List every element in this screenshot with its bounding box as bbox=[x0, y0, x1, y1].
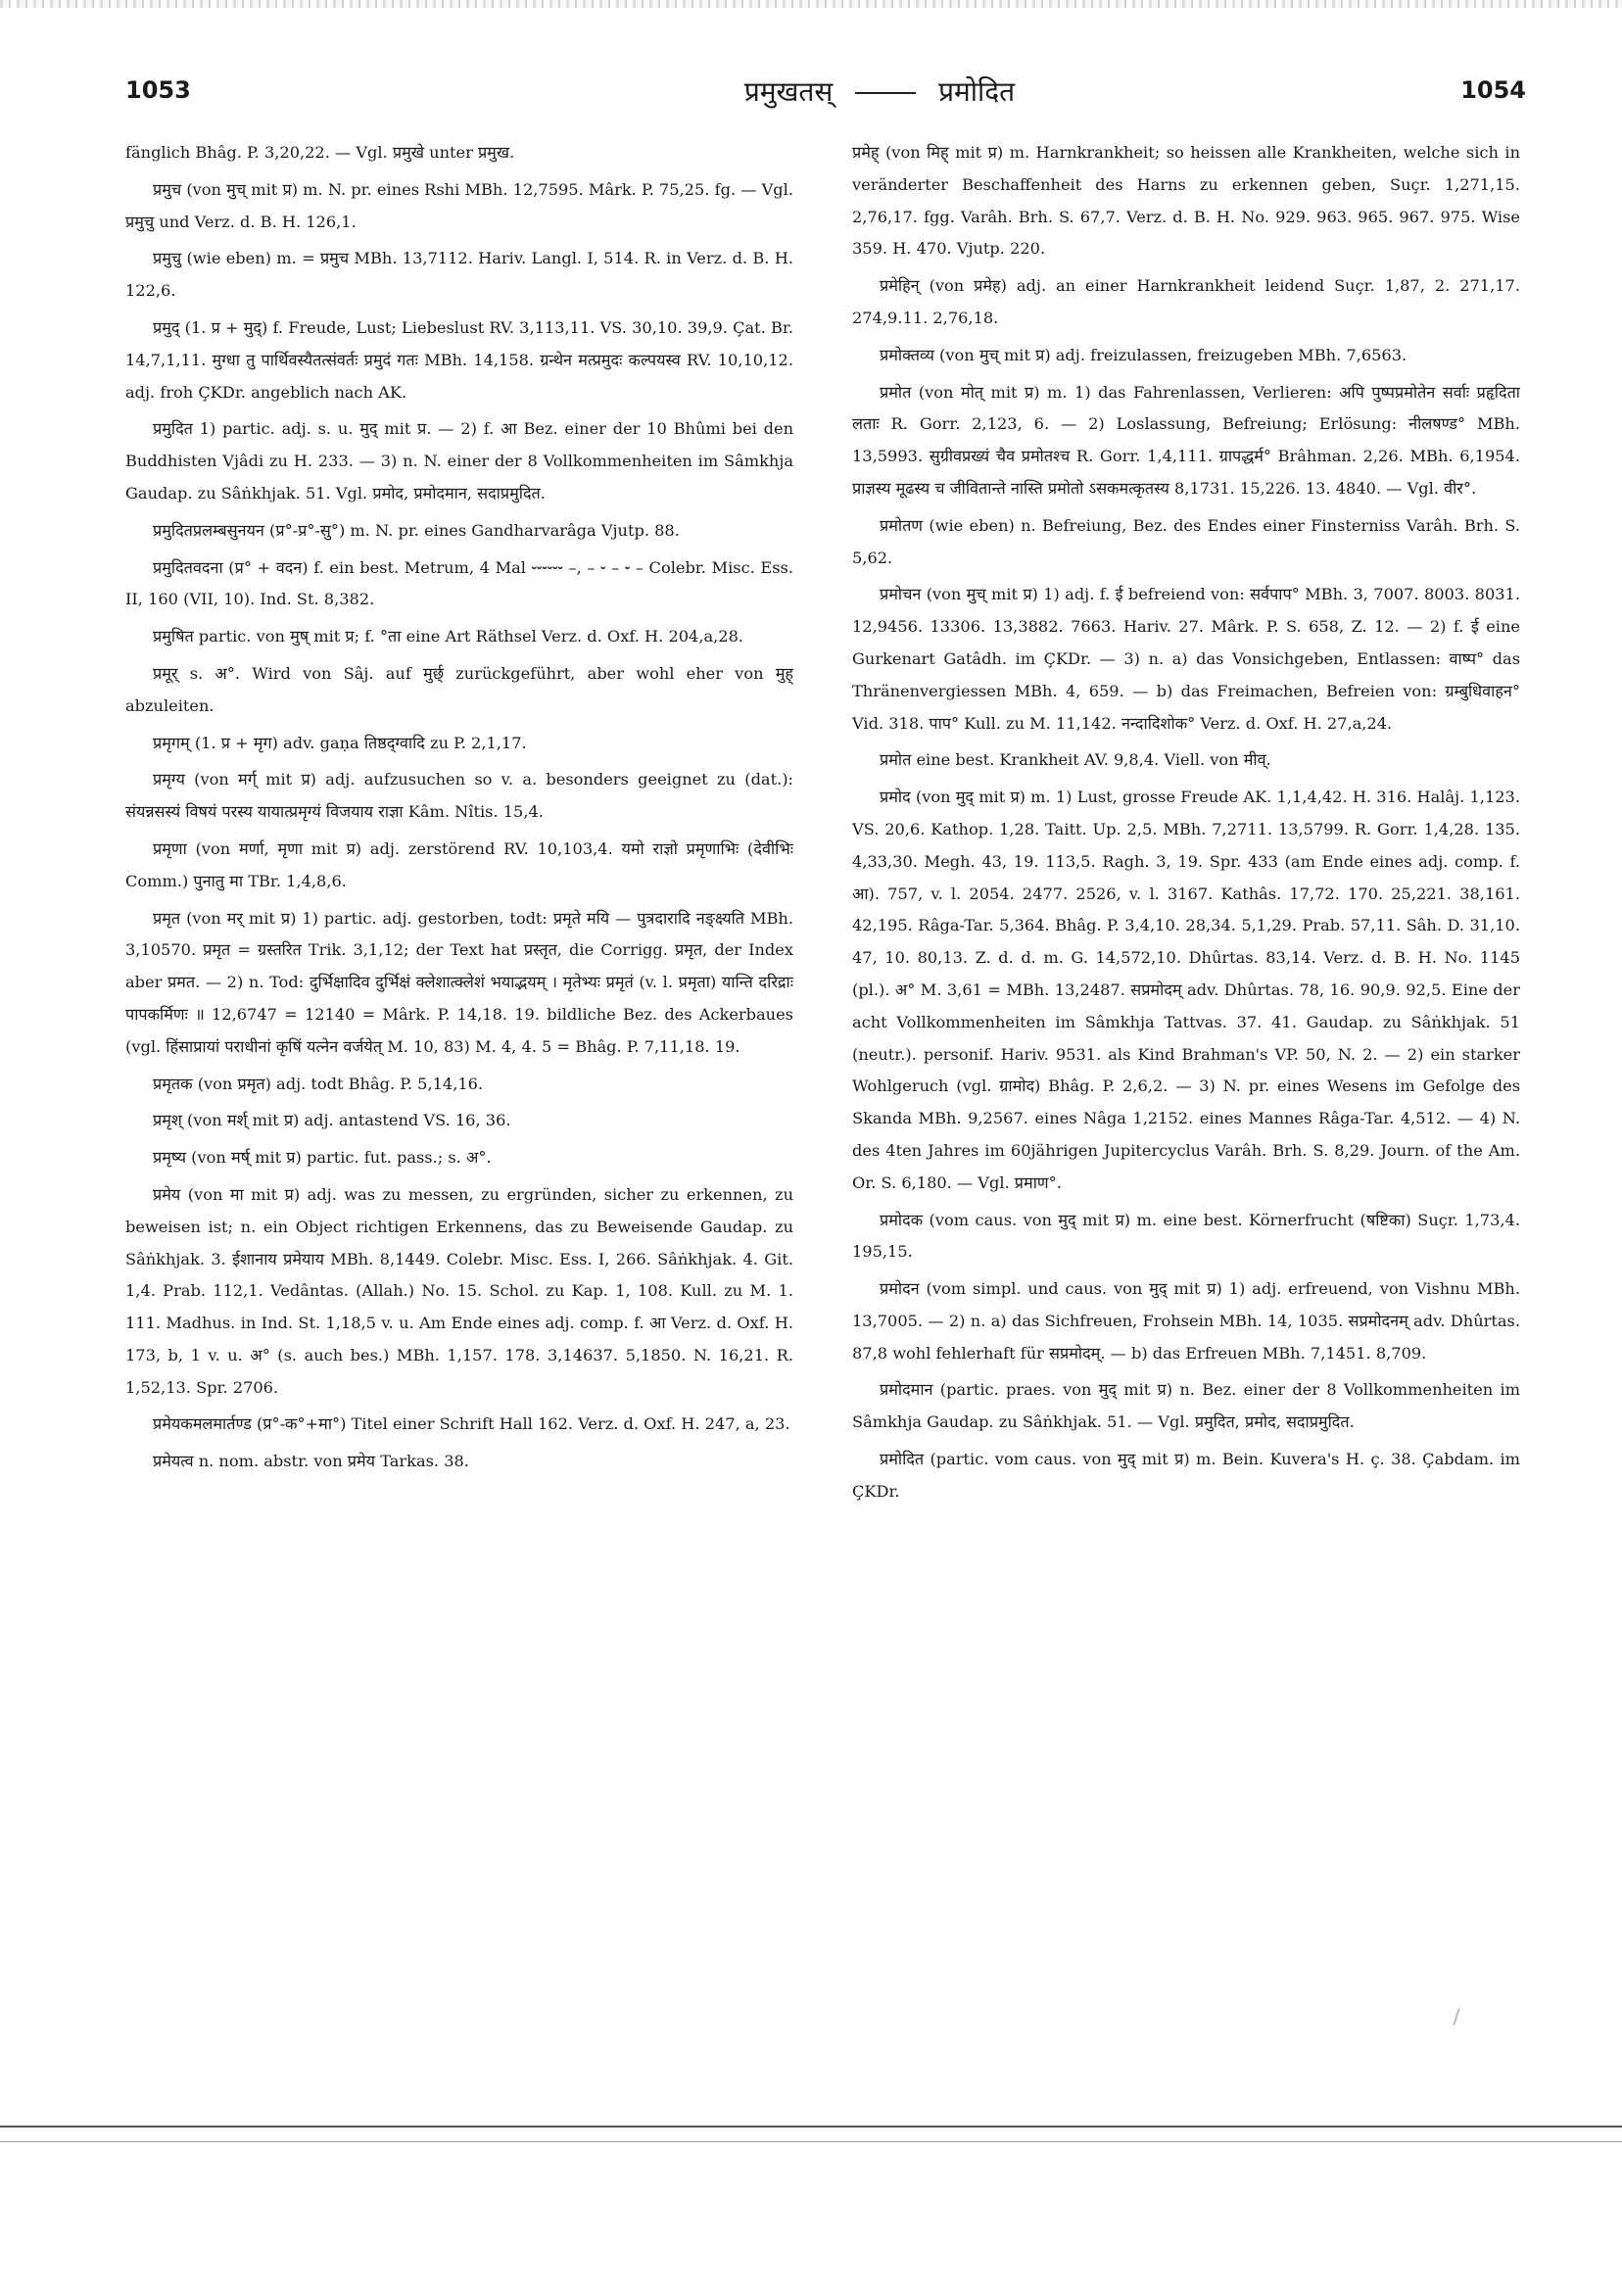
page-header bbox=[125, 76, 1526, 116]
entry: प्रमुदितप्रलम्बसुनयन (प्र°-प्र°-सु°) m. N. pr. eines Gandharvarâga Vjutp. 88. bbox=[153, 520, 680, 540]
entry: प्रमेय (von मा mit प्र) adj. was zu messen, zu ergründen, sicher zu erkennen, zu beweisen ist; n. ein Object richtigen Erkennens, das zu Beweisende Gaudap. zu Sâṅkhjak. 3. ईशानाय प्रमेयाय MBh. 8,1449. Colebr. Misc. Ess. I, 266. Sâṅkhjak. 4. Git. 1,4. Prab. 112,1. Vedântas. (Allah.) No. 15. Schol. zu Kap. 1, 108. Kull. zu M. 1. 111. Madhus. in Ind. St. 1,18,5 v. u. Am Ende eines adj. comp. f. आ Verz. d. Oxf. H. 173, b, 1 v. u. अ° (s. auch bes.) MBh. 1,157. 178. 3,14637. 5,1850. N. 16,21. R. 1,52,13. Spr. 2706. bbox=[125, 1184, 793, 1397]
entry: प्रमुच (von मुच् mit प्र) m. N. pr. eines Rshi MBh. 12,7595. Mârk. P. 75,25. fg. — Vgl. प्रमुचु und Verz. d. B. H. 126,1. bbox=[125, 179, 793, 231]
entry: प्रमृत (von मर् mit प्र) 1) partic. adj. gestorben, todt: प्रमृते मयि — पुत्रदारादि नङ्क्ष्यति MBh. 3,10570. प्रमृत = ग्रस्तरित Trik. 3,1,12; der Text hat प्रस्तृत, die Corrigg. प्रमृत, der Index aber प्रमत. — 2) n. Tod: दुर्भिक्षादिव दुर्भिक्षं क्लेशात्क्लेशं भयाद्भयम् । मृतेभ्यः प्रमृतं (v. l. प्रमृता) यान्ति दरिद्राः पापकर्मिणः ॥ 12,6747 = 12140 = Mârk. P. 14,18. 19. bildliche Bez. des Ackerbaues (vgl. हिंसाप्रायां पराधीनां कृषिं यत्नेन वर्जयेत् M. 10, 83) M. 4, 4. 5 = Bhâg. P. 7,11,18. 19. bbox=[125, 908, 793, 1056]
entry: प्रमोदित (partic. vom caus. von मुद् mit प्र) m. Bein. Kuvera's H. ç. 38. Çabdam. im ÇKDr. bbox=[852, 1450, 1520, 1501]
running-head bbox=[674, 72, 1085, 110]
entry: fänglich Bhâg. P. 3,20,22. — Vgl. प्रमुखे unter प्रमुख. bbox=[125, 143, 515, 162]
entry: प्रमोत eine best. Krankheit AV. 9,8,4. Viell. von मीव्. bbox=[880, 750, 1271, 770]
entry: प्रमुदितवदना (प्र° + वदन) f. ein best. Metrum, 4 Mal ⏑⏑⏑⏑⏑⏑ –, – ⏑ – ⏑ – Colebr. Misc. Ess. II, 160 (VII, 10). Ind. St. 8,382. bbox=[125, 557, 793, 609]
running-head-dash bbox=[855, 92, 916, 94]
bottom-rule bbox=[0, 2126, 1622, 2128]
entry: प्रमुदित 1) partic. adj. s. u. मुद् mit प्र. — 2) f. आ Bez. einer der 10 Bhûmi bei den Buddhisten Vjâdi zu H. 233. — 3) n. N. einer der 8 Vollkommenheiten im Sâmkhja Gaudap. zu Sâṅkhjak. 51. Vgl. प्रमोद, प्रमोदमान, सदाप्रमुदित. bbox=[125, 419, 793, 502]
entry: प्रमृतक (von प्रमृत) adj. todt Bhâg. P. 5,14,16. bbox=[153, 1074, 484, 1093]
bottom-rule-secondary bbox=[0, 2141, 1622, 2142]
scan-edge-noise bbox=[0, 0, 1622, 8]
entry: प्रमेह् (von मिह् mit प्र) m. Harnkrankheit; so heissen alle Krankheiten, welche sich in veränderter Beschaffenheit des Harns zu erkennen geben, Suçr. 1,271,15. 2,76,17. fgg. Varâh. Brh. S. 67,7. Verz. d. B. H. No. 929. 963. 965. 967. 975. Wise 359. H. 470. Vjutp. 220. bbox=[852, 143, 1520, 259]
entry: प्रमृगम् (1. प्र + मृग) adv. gaṇa तिष्ठद्ग्वादि zu P. 2,1,17. bbox=[153, 733, 527, 752]
entry: प्रमृष्य (von मर्ष् mit प्र) partic. fut. pass.; s. अ°. bbox=[153, 1148, 492, 1168]
entry: प्रमेहिन् (von प्रमेह) adj. an einer Harnkrankheit leidend Suçr. 1,87, 2. 271,17. 274,9.11. 2,76,18. bbox=[852, 276, 1520, 327]
entry: प्रमोदमान (partic. praes. von मुद् mit प्र) n. Bez. einer der 8 Vollkommenheiten im Sâmkhja Gaudap. zu Sâṅkhjak. 51. — Vgl. प्रमुदित, प्रमोद, सदाप्रमुदित. bbox=[852, 1380, 1520, 1432]
entry: प्रमुचु (wie eben) m. = प्रमुच MBh. 13,7112. Hariv. Langl. I, 514. R. in Verz. d. B. H. 122,6. bbox=[125, 249, 793, 301]
right-column bbox=[852, 137, 1520, 2057]
entry: प्रमोद (von मुद् mit प्र) m. 1) Lust, grosse Freude AK. 1,1,4,42. H. 316. Halâj. 1,123. VS. 20,6. Kathop. 1,28. Taitt. Up. 2,5. MBh. 7,2711. 13,5799. R. Gorr. 1,4,28. 135. 4,33,30. Megh. 43, 19. 113,5. Ragh. 3, 19. Spr. 433 (am Ende eines adj. comp. f. आ). 757, v. l. 2054. 2477. 2526, v. l. 3167. Kathâs. 17,72. 170. 25,221. 38,161. 42,195. Râga-Tar. 5,364. Bhâg. P. 3,4,10. 28,34. 5,1,29. Prab. 57,11. Sâh. D. 31,10. 47, 10. 80,13. Z. d. d. m. G. 14,572,10. Dhûrtas. 83,14. Verz. d. B. H. No. 1145 (pl.). अ° M. 3,61 = MBh. 13,2487. सप्रमोदम् adv. Dhûrtas. 78, 16. 90,9. 92,5. Eine der acht Vollkommenheiten im Sâmkhja Tattvas. 37. 41. Gaudap. zu Sâṅkhjak. 51 (neutr.). personif. Hariv. 9531. als Kind Brahman's VP. 50, N. 2. — 2) ein starker Wohlgeruch (vgl. ग्रामोद) Bhâg. P. 2,6,2. — 3) N. pr. eines Wesens im Gefolge des Skanda MBh. 9,2567. eines Nâga 1,2152. eines Mannes Râga-Tar. 4,512. — 4) N. des 4ten Jahres im 60jährigen Jupitercyclus Varâh. Brh. S. 8,29. Journ. of the Am. Or. S. 6,180. — Vgl. प्रमाण°. bbox=[852, 788, 1520, 1192]
entry: प्रमृश् (von मर्श् mit प्र) adj. antastend VS. 16, 36. bbox=[153, 1111, 511, 1130]
entry: प्रमृग्य (von मर्ग् mit प्र) adj. aufzusuchen so v. a. besonders geeignet zu (dat.): संयन्नसस्यं विषयं परस्य यायात्प्रमृग्यं विजयाय राज्ञा Kâm. Nîtis. 15,4. bbox=[125, 770, 793, 822]
page-number-left: 1053 bbox=[125, 76, 191, 104]
entry: प्रमूर् s. अ°. Wird von Sâj. auf मुर्छ् zurückgeführt, aber wohl eher von मुह् abzuleiten. bbox=[125, 663, 793, 715]
entry: प्रमेयकमलमार्तण्ड (प्र°-क°+मा°) Titel einer Schrift Hall 162. Verz. d. Oxf. H. 247, a, 23. bbox=[153, 1414, 790, 1434]
running-head-end: प्रमोदित bbox=[938, 75, 1016, 108]
entry: प्रमेयत्व n. nom. abstr. von प्रमेय Tarkas. 38. bbox=[153, 1452, 469, 1471]
entry: प्रमोतण (wie eben) n. Befreiung, Bez. des Endes einer Finsterniss Varâh. Brh. S. 5,62. bbox=[852, 515, 1520, 567]
entry: प्रमृणा (von मर्णा, मृणा mit प्र) adj. zerstörend RV. 10,103,4. यमो राज्ञो प्रमृणाभिः (देवीभिः Comm.) पुनातु मा TBr. 1,4,8,6. bbox=[125, 838, 793, 890]
page-number-right: 1054 bbox=[1460, 76, 1526, 104]
entry: प्रमुषित partic. von मुष् mit प्र; f. °ता eine Art Räthsel Verz. d. Oxf. H. 204,a,28. bbox=[153, 627, 744, 646]
entry: प्रमोदक (vom caus. von मुद् mit प्र) m. eine best. Körnerfrucht (षष्टिका) Suçr. 1,73,4. 195,15. bbox=[852, 1210, 1520, 1262]
left-column bbox=[125, 137, 793, 2057]
running-head-start: प्रमुखतस् bbox=[743, 75, 834, 108]
entry: प्रमोदन (vom simpl. und caus. von मुद् mit प्र) 1) adj. erfreuend, von Vishnu MBh. 13,7005. — 2) n. a) das Sichfreuen, Frohsein MBh. 14, 1035. सप्रमोदनम् adv. Dhûrtas. 87,8 wohl fehlerhaft für सप्रमोदम्. — b) das Erfreuen MBh. 7,1451. 8,709. bbox=[852, 1279, 1520, 1363]
entry: प्रमोचन (von मुच् mit प्र) 1) adj. f. ई befreiend von: सर्वपाप° MBh. 3, 7007. 8003. 8031. 12,9456. 13306. 13,3882. 7663. Hariv. 27. Mârk. P. S. 658, Z. 12. — 2) f. ई eine Gurkenart Gatâdh. im ÇKDr. — 3) n. a) das Vonsichgeben, Entlassen: वाष्प° das Thränenvergiessen MBh. 4, 659. — b) das Freimachen, Befreien von: ग्रम्बुधिवाहन° Vid. 318. पाप° Kull. zu M. 11,142. नन्दादिशोक° Verz. d. Oxf. H. 27,a,24. bbox=[852, 585, 1520, 733]
entry: प्रमोक्तव्य (von मुच् mit प्र) adj. freizulassen, freizugeben MBh. 7,6563. bbox=[880, 345, 1407, 364]
entry: प्रमुद् (1. प्र + मुद्) f. Freude, Lust; Liebeslust RV. 3,113,11. VS. 30,10. 39,9. Çat. Br. 14,7,1,11. मुग्धा तु पार्थिवस्यैतत्संवर्तः प्रमुदं गतः MBh. 14,158. ग्रन्थेन मत्प्रमुदः कल्पयस्व RV. 10,10,12. adj. froh ÇKDr. angeblich nach AK. bbox=[125, 317, 793, 402]
entry: प्रमोत (von मोत् mit प्र) m. 1) das Fahrenlassen, Verlieren: अपि पुष्पप्रमोतेन सर्वाः प्रहृदिता लताः R. Gorr. 2,123, 6. — 2) Loslassung, Befreiung; Erlösung: नीलषण्ड° MBh. 13,5993. सुग्रीवप्रख्यं चैव प्रमोतश्च R. Gorr. 1,4,111. ग्रापद्धर्म° Brâhman. 2,26. MBh. 6,1954. प्राज्ञस्य मूढस्य च जीवितान्ते नास्ति प्रमोतो ऽसकमत्कृतस्य 8,1731. 15,226. 13. 4840. — Vgl. वीर°. bbox=[852, 382, 1520, 498]
